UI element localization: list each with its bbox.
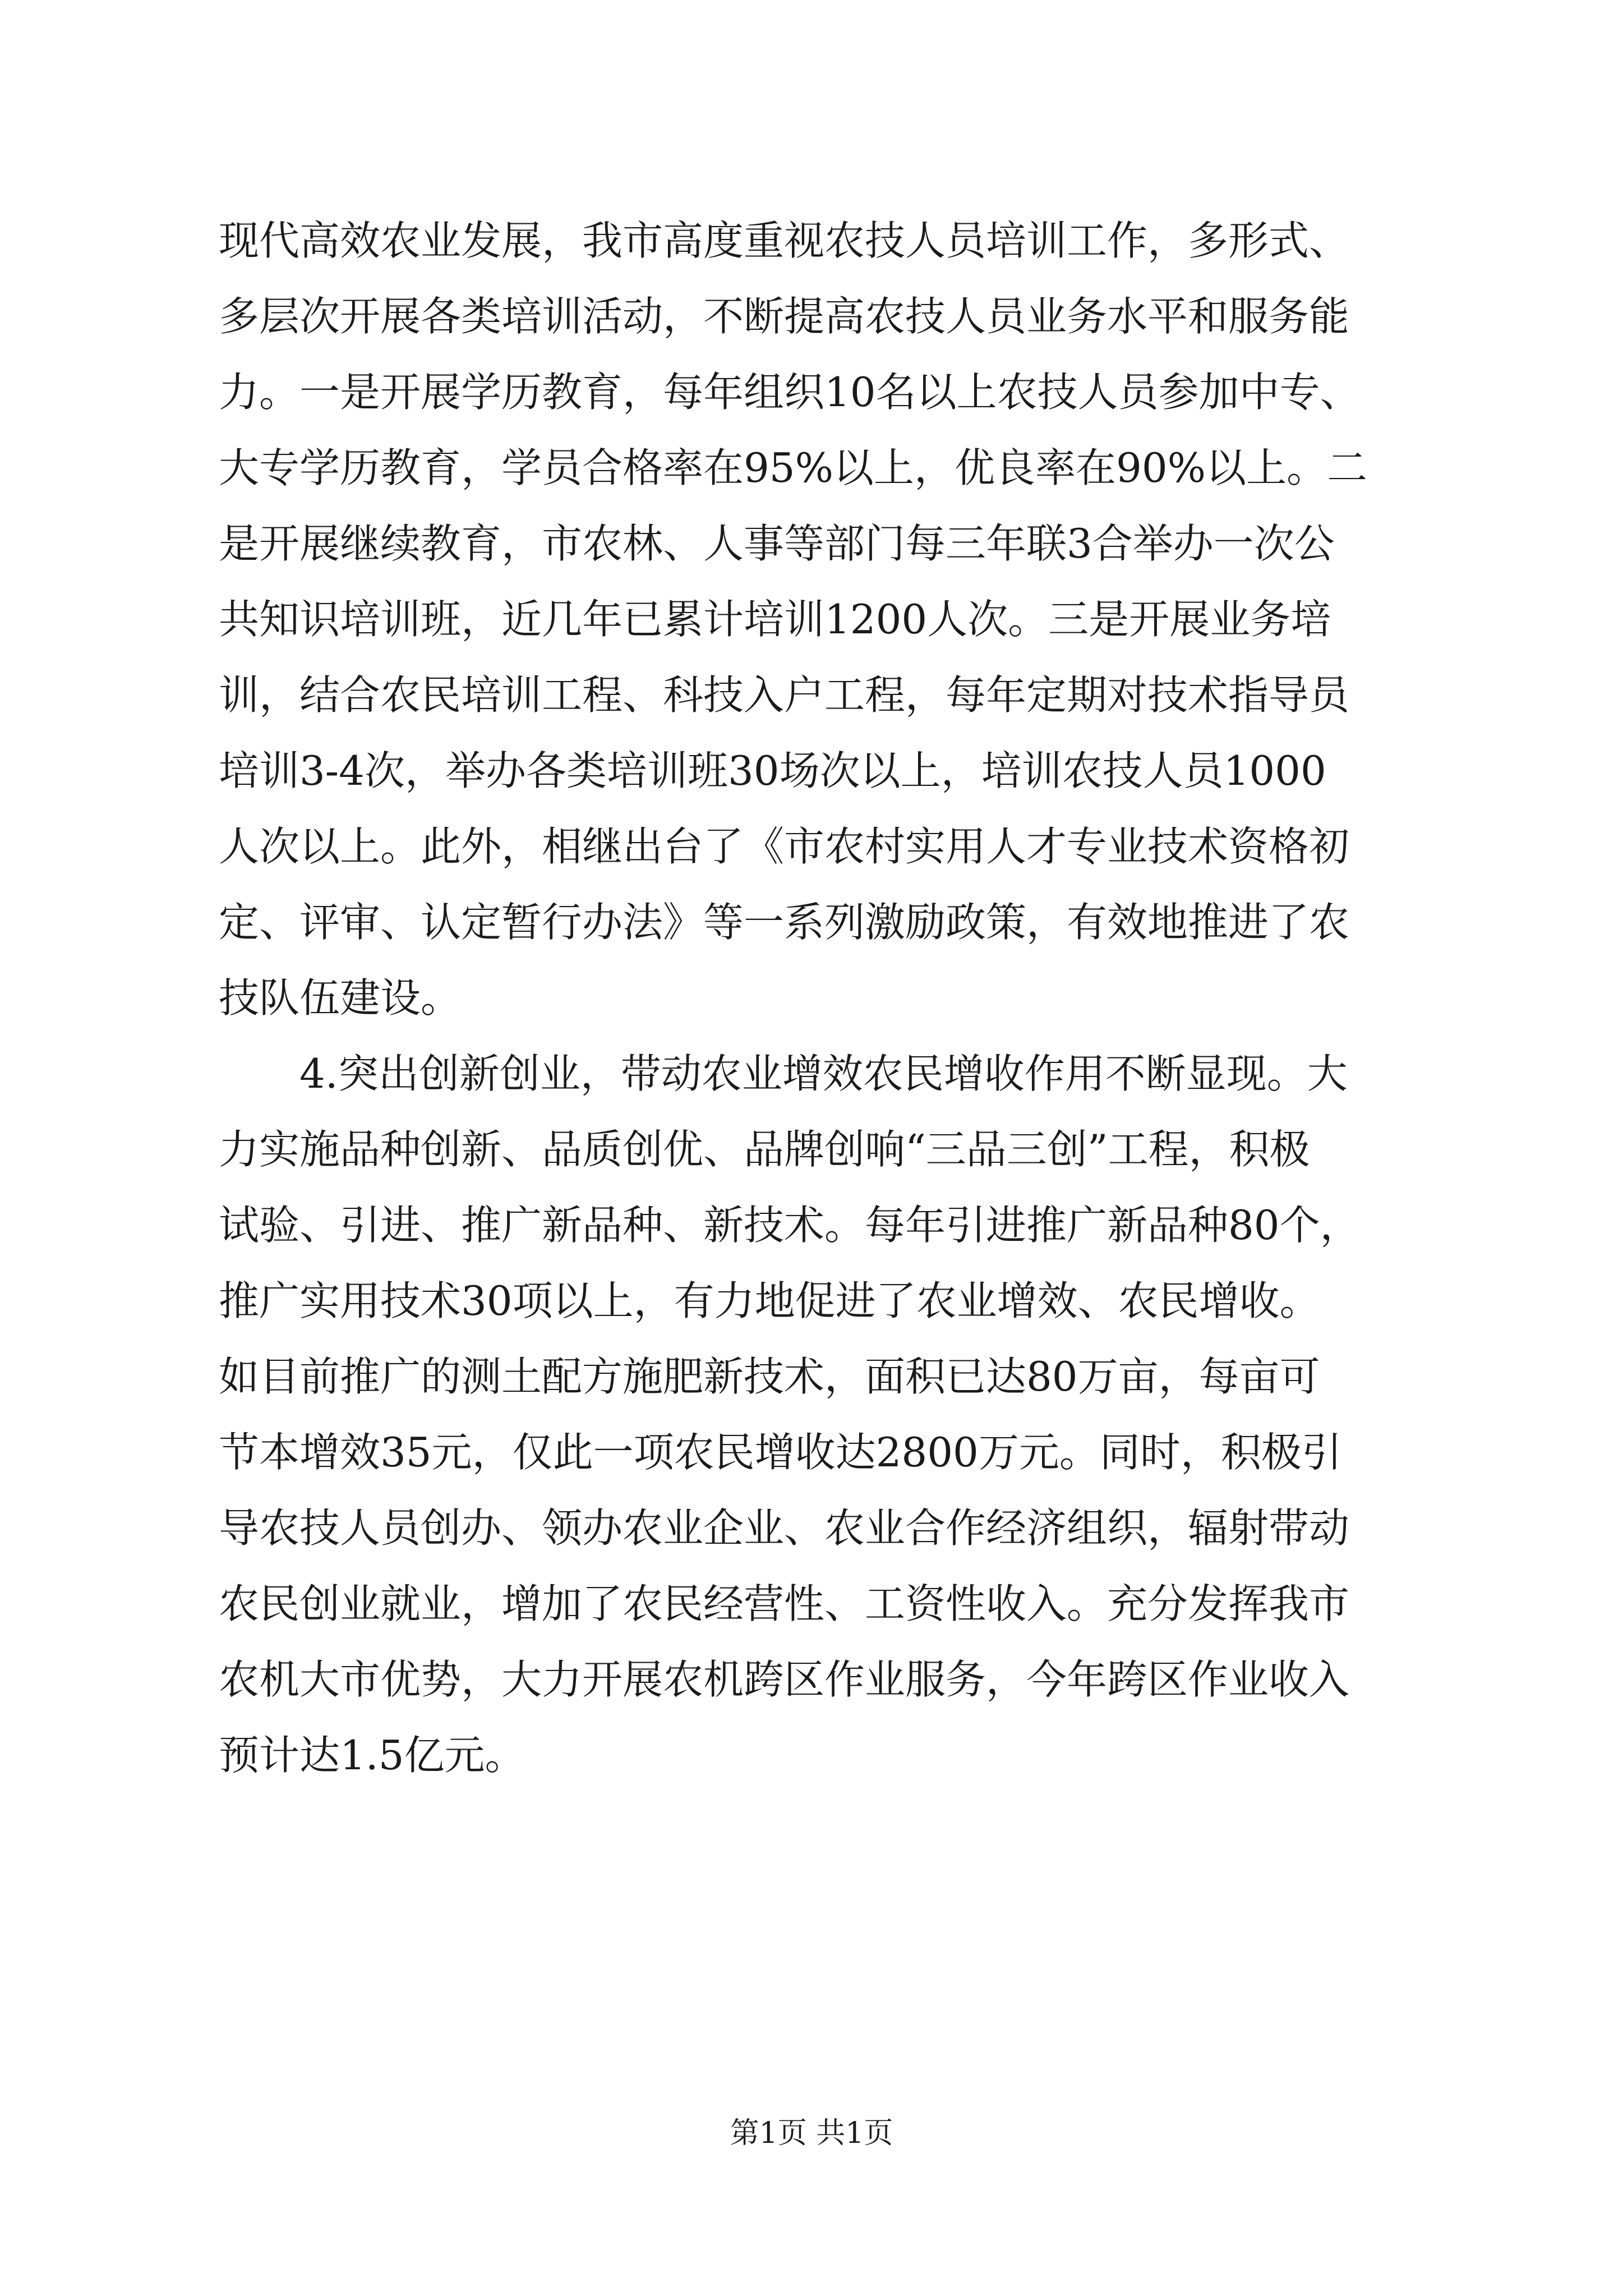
paragraph-line: 技队伍建设。 <box>219 974 462 1022</box>
paragraph-line: 是开展继续教育，市农林、人事等部门每三年联3合举办一次公 <box>219 520 1335 567</box>
paragraph-line: 多层次开展各类培训活动，不断提高农技人员业务水平和服务能 <box>219 293 1350 340</box>
paragraph-line: 推广实用技术30项以上，有力地促进了农业增效、农民增收。 <box>219 1277 1320 1324</box>
paragraph-line: 试验、引进、推广新品种、新技术。每年引进推广新品种80个， <box>219 1202 1361 1249</box>
paragraph-line: 4.突出创新创业，带动农业增效农民增收作用不断显现。大 <box>299 1050 1348 1097</box>
paragraph-2 <box>219 1036 1413 1793</box>
paragraph-line: 定、评审、认定暂行办法》等一系列激励政策，有效地推进了农 <box>219 899 1350 946</box>
paragraph-line: 培训3-4次，举办各类培训班30场次以上，培训农技人员1000 <box>219 747 1326 794</box>
paragraph-line: 现代高效农业发展，我市高度重视农技人员培训工作，多形式、 <box>219 217 1350 264</box>
paragraph-line: 训，结合农民培训工程、科技入户工程，每年定期对技术指导员 <box>219 671 1350 719</box>
paragraph-line: 导农技人员创办、领办农业企业、农业合作经济组织，辐射带动 <box>219 1504 1350 1552</box>
paragraph-line: 农机大市优势，大力开展农机跨区作业服务，今年跨区作业收入 <box>219 1656 1350 1703</box>
paragraph-line: 力。一是开展学历教育，每年组织10名以上农技人员参加中专、 <box>219 369 1361 416</box>
paragraph-line: 共知识培训班，近几年已累计培训1200人次。三是开展业务培 <box>219 596 1331 643</box>
body-text <box>219 203 1413 1793</box>
paragraph-line: 预计达1.5亿元。 <box>219 1732 525 1779</box>
page-number-label: 第1页 共1页 <box>730 2116 893 2150</box>
paragraph-line: 力实施品种创新、品质创优、品牌创响“三品三创”工程，积极 <box>219 1126 1310 1173</box>
paragraph-line: 节本增效35元，仅此一项农民增收达2800万元。同时，积极引 <box>219 1429 1342 1476</box>
paragraph-line: 人次以上。此外，相继出台了《市农村实用人才专业技术资格初 <box>219 823 1350 870</box>
paragraph-line: 如目前推广的测土配方施肥新技术，面积已达80万亩，每亩可 <box>219 1353 1320 1400</box>
paragraph-line: 农民创业就业，增加了农民经营性、工资性收入。充分发挥我市 <box>219 1580 1350 1627</box>
paragraph-line: 大专学历教育，学员合格率在95%以上，优良率在90%以上。二 <box>219 444 1368 491</box>
paragraph-1 <box>219 203 1413 1036</box>
page-footer <box>0 2109 1623 2151</box>
